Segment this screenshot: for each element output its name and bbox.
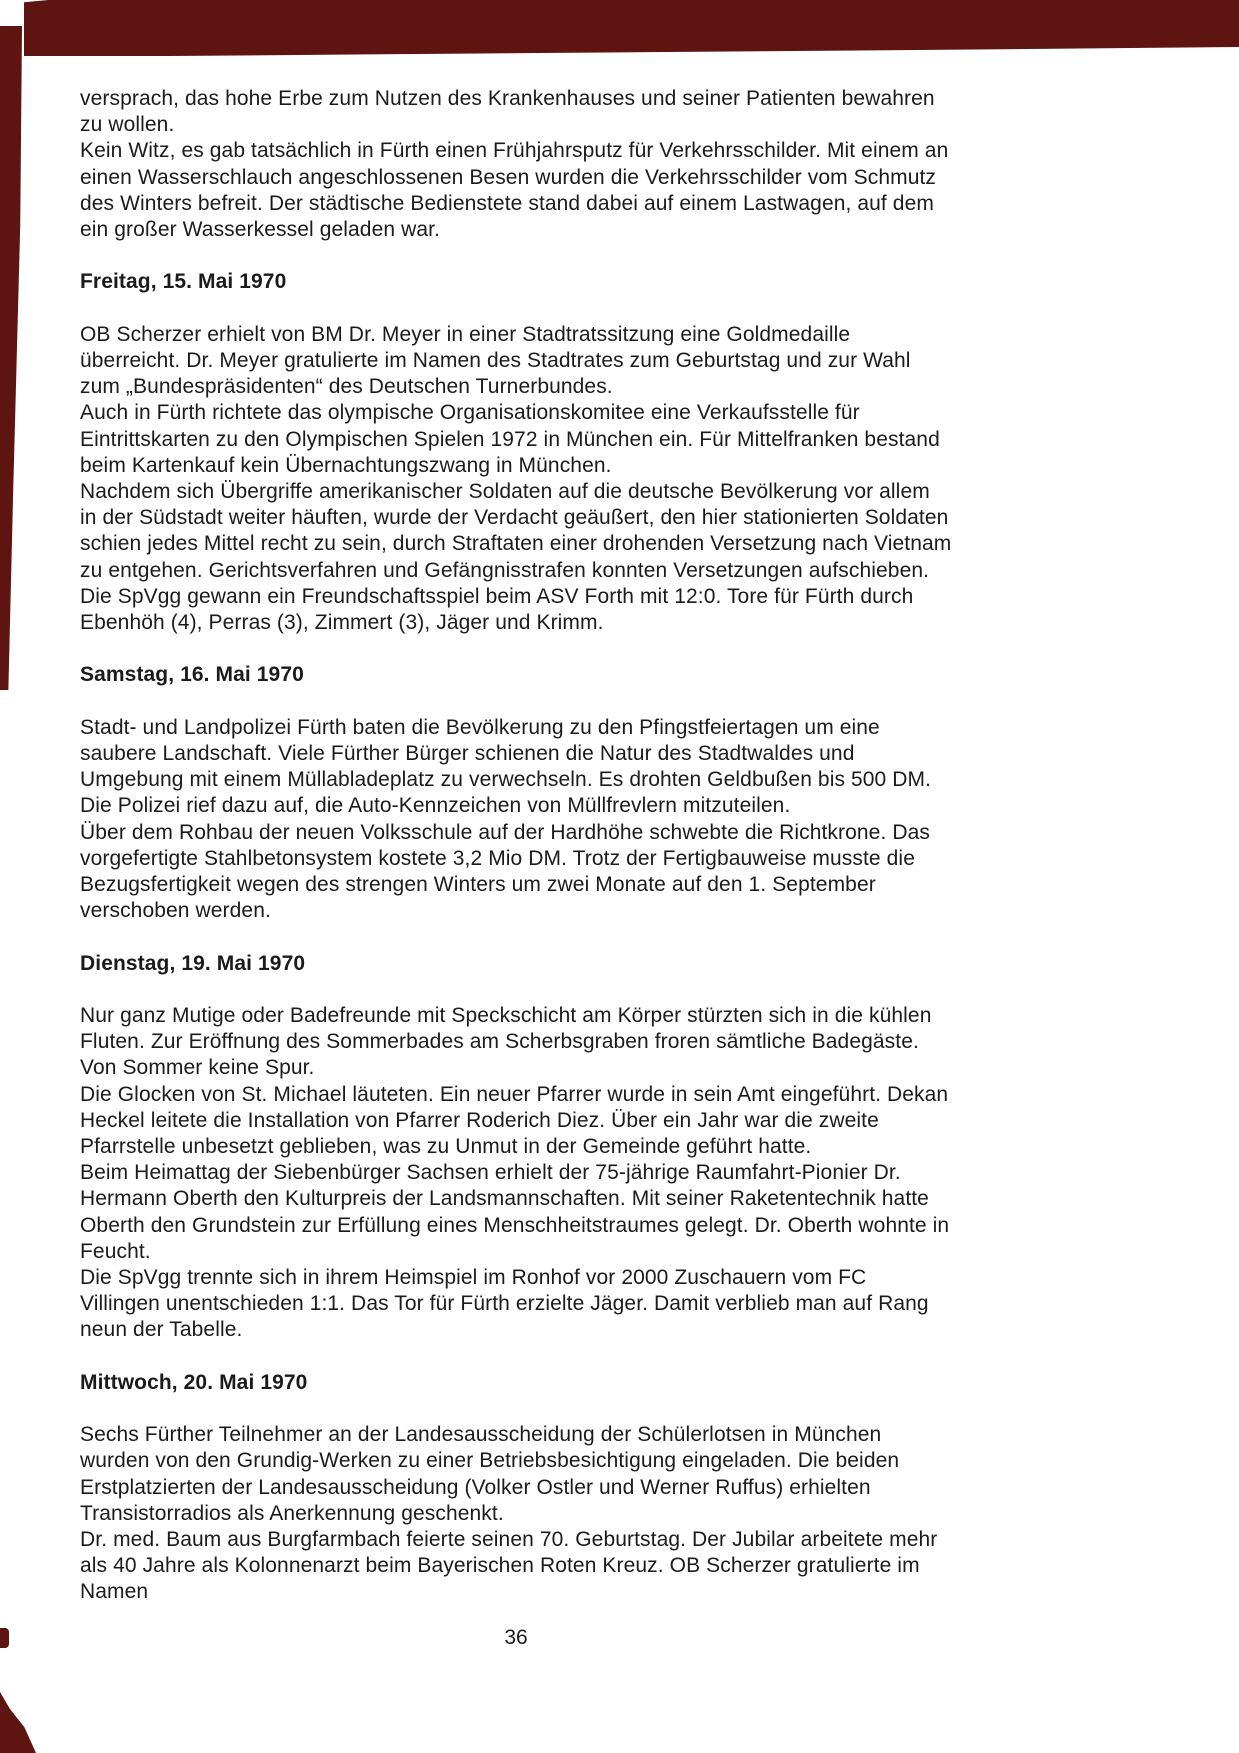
section-samstag xyxy=(80,662,952,924)
page-number: 36 xyxy=(504,1626,528,1649)
text-block xyxy=(80,86,952,1606)
paragraph: Dr. med. Baum aus Burgfarmbach feierte seinen 70. Geburtstag. Der Jubilar arbeitete mehr als 40 Jahre als Kolonnenarzt beim Bayerischen Roten Kreuz. OB Scherzer gratulierte im Namen xyxy=(80,1528,938,1604)
paragraph: Sechs Fürther Teilnehmer an der Landesausscheidung der Schülerlotsen in München wurden von den Grundig-Werken zu einer Betriebsbesichtigung eingeladen. Die beiden Erstplatzierten der Landesausscheidung (Volker Ostler und Werner Ruffus) erhielten Transistorradios als Anerkennung geschenkt. xyxy=(80,1423,900,1525)
section-mittwoch xyxy=(80,1370,952,1606)
section-dienstag xyxy=(80,951,952,1344)
scan-artifact-bottom-left-wedge xyxy=(0,1692,36,1753)
paragraph: Die SpVgg trennte sich in ihrem Heimspiel im Ronhof vor 2000 Zuschauern vom FC Villingen unentschieden 1:1. Das Tor für Fürth erzielte Jäger. Damit verblieb man auf Rang neun der Tabelle. xyxy=(80,1266,929,1342)
paragraph: Über dem Rohbau der neuen Volksschule auf der Hardhöhe schwebte die Richtkrone. Das vorgefertigte Stahlbetonsystem kostete 3,2 Mio DM. Trotz der Fertigbauweise musste die Bezugsfertigkeit wegen des strengen Winters um zwei Monate auf den 1. September verschoben werden. xyxy=(80,820,930,923)
section-heading: Dienstag, 19. Mai 1970 xyxy=(80,951,306,975)
scan-artifact-left-tick xyxy=(0,1628,9,1648)
section-heading: Freitag, 15. Mai 1970 xyxy=(80,270,287,294)
paragraph: Die Glocken von St. Michael läuteten. Ein neuer Pfarrer wurde in sein Amt eingeführt. Dekan Heckel leitete die Installation von Pfarrer Roderich Diez. Über ein Jahr war die zweite Pfarrstelle unbesetzt geblieben, was zu Unmut in der Gemeinde geführt hatte. xyxy=(80,1082,949,1159)
paragraph: versprach, das hohe Erbe zum Nutzen des Krankenhauses und seiner Patienten bewahren zu wollen. xyxy=(80,87,935,137)
paragraph: Auch in Fürth richtete das olympische Organisationskomitee eine Verkaufsstelle für Eintrittskarten zu den Olympischen Spielen 1972 in München ein. Für Mittelfranken bestand beim Kartenkauf kein Übernachtungszwang in München. xyxy=(80,401,940,477)
paragraph: Beim Heimattag der Siebenbürger Sachsen erhielt der 75-jährige Raumfahrt-Pionier Dr. Hermann Oberth den Kulturpreis der Landsmannschaften. Mit seiner Raketentechnik hatte Oberth den Grundstein zur Erfüllung eines Menschheitstraumes gelegt. Dr. Oberth wohnte in Feucht. xyxy=(80,1161,950,1263)
paragraph: Nachdem sich Übergriffe amerikanischer Soldaten auf die deutsche Bevölkerung vor allem in der Südstadt weiter häuften, wurde der Verdacht geäußert, den hier stationierten Soldaten schien jedes Mittel recht zu sein, durch Straftaten einer drohenden Versetzung nach Vietnam zu entgehen. Gerichtsverfahren und Gefängnisstrafen konnten Versetzungen aufschieben. xyxy=(80,480,952,582)
paragraph: Die SpVgg gewann ein Freundschaftsspiel beim ASV Forth mit 12:0. Tore für Fürth durch Ebenhöh (4), Perras (3), Zimmert (3), Jäger und Krimm. xyxy=(80,584,914,635)
paragraph: Nur ganz Mutige oder Badefreunde mit Speckschicht am Körper stürzten sich in die kühlen Fluten. Zur Eröffnung des Sommerbades am Scherbsgraben froren sämtliche Badegäste. Von Sommer keine Spur. xyxy=(80,1004,932,1080)
scan-artifact-left-bar xyxy=(0,26,22,690)
scan-artifact-top-bar xyxy=(24,0,1239,56)
section-freitag xyxy=(80,269,952,636)
paragraph: OB Scherzer erhielt von BM Dr. Meyer in einer Stadtratssitzung eine Goldmedaille überreicht. Dr. Meyer gratulierte im Namen des Stadtrates zum Geburtstag und zur Wahl zum „Bundespräsidenten“ des Deutschen Turnerbundes. xyxy=(80,322,911,399)
paragraph: Stadt- und Landpolizei Fürth baten die Bevölkerung zu den Pfingstfeiertagen um eine saubere Landschaft. Viele Fürther Bürger schienen die Natur des Stadtwaldes und Umgebung mit einem Müllabladeplatz zu verwechseln. Es drohten Geldbußen bis 500 DM. Die Polizei rief dazu auf, die Auto-Kennzeichen von Müllfrevlern mitzuteilen. xyxy=(80,715,932,818)
paragraph: Kein Witz, es gab tatsächlich in Fürth einen Frühjahrsputz für Verkehrsschilder. Mit einem an einen Wasserschlauch angeschlossenen Besen wurden die Verkehrsschilder vom Schmutz des Winters befreit. Der städtische Bedienstete stand dabei auf einem Lastwagen, auf dem ein großer Wasserkessel geladen war. xyxy=(80,139,949,242)
section-heading: Samstag, 16. Mai 1970 xyxy=(80,663,304,687)
intro-paragraphs xyxy=(80,86,952,243)
section-heading: Mittwoch, 20. Mai 1970 xyxy=(80,1370,308,1394)
